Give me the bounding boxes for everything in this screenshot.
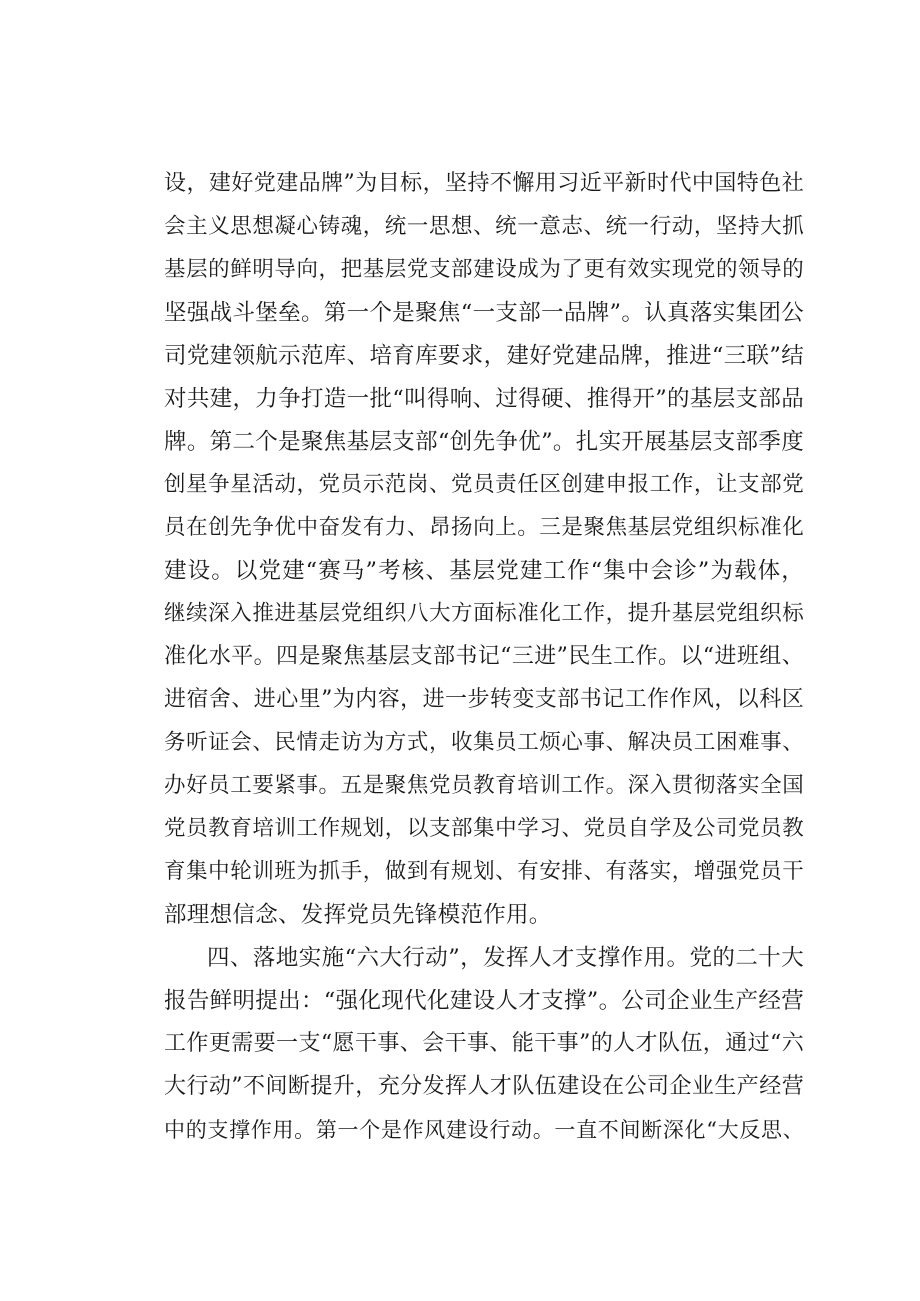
text-line: 基层的鲜明导向，把基层党支部建设成为了更有效实现党的领导的: [164, 257, 804, 282]
text-line: 设，建好党建品牌”为目标，坚持不懈用习近平新时代中国特色社: [164, 171, 804, 196]
text-line: 建设。以党建“赛马”考核、基层党建工作“集中会诊”为载体，: [164, 558, 804, 584]
text-line: 创星争星活动，党员示范岗、党员责任区创建申报工作，让支部党: [164, 472, 804, 497]
text-line: 党员教育培训工作规划，以支部集中学习、党员自学及公司党员教: [164, 816, 804, 841]
text-line: 部理想信念、发挥党员先锋模范作用。: [164, 902, 552, 928]
text-line: 工作更需要一支“愿干事、会干事、能干事”的人才队伍，通过“六: [164, 1031, 804, 1056]
text-line: 办好员工要紧事。五是聚焦党员教育培训工作。深入贯彻落实全国: [164, 773, 804, 798]
text-line: 务听证会、民情走访为方式，收集员工烦心事、解决员工困难事、: [164, 730, 804, 755]
paragraph-first-line: 四、落地实施“六大行动”，发挥人才支撑作用。党的二十大: [207, 945, 804, 971]
text-line: 坚强战斗堡垒。第一个是聚焦“一支部一品牌”。认真落实集团公: [164, 300, 804, 326]
text-line: 报告鲜明提出：“强化现代化建设人才支撑”。公司企业生产经营: [164, 988, 804, 1014]
text-line: 司党建领航示范库、培育库要求，建好党建品牌，推进“三联”结: [164, 343, 804, 369]
text-line: 大行动”不间断提升，充分发挥人才队伍建设在公司企业生产经营: [164, 1074, 804, 1099]
text-line: 会主义思想凝心铸魂，统一思想、统一意志、统一行动，坚持大抓: [164, 214, 804, 239]
text-line: 对共建，力争打造一批“叫得响、过得硬、推得开”的基层支部品: [164, 386, 804, 412]
text-line: 员在创先争优中奋发有力、昂扬向上。三是聚焦基层党组织标准化: [164, 515, 804, 540]
text-line: 进宿舍、进心里”为内容，进一步转变支部书记工作作风，以科区: [164, 687, 804, 712]
text-line: 准化水平。四是聚焦基层支部书记“三进”民生工作。以“进班组、: [164, 644, 804, 669]
text-line: 牌。第二个是聚焦基层支部“创先争优”。扎实开展基层支部季度: [164, 429, 804, 455]
text-line: 继续深入推进基层党组织八大方面标准化工作，提升基层党组织标: [164, 601, 804, 626]
text-line: 育集中轮训班为抓手，做到有规划、有安排、有落实，增强党员干: [164, 859, 804, 884]
text-line: 中的支撑作用。第一个是作风建设行动。一直不间断深化“大反思、: [164, 1118, 804, 1142]
